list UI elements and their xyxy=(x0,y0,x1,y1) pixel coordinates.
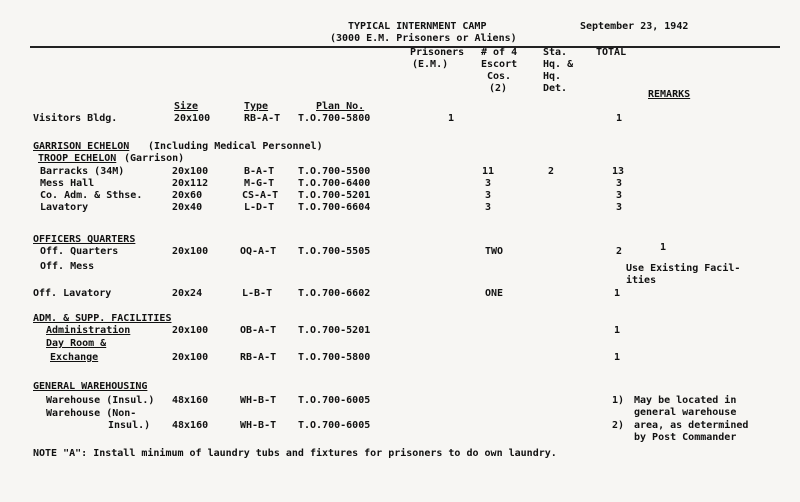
wh2-remark-3: area, as determined xyxy=(634,420,749,431)
col-plan: Plan No. xyxy=(316,101,365,112)
wh2-size: 48x160 xyxy=(172,420,209,431)
offlav-name: Off. Lavatory xyxy=(33,288,112,299)
wh1-remark-1: May be located in xyxy=(634,395,737,406)
col-prisoners: Prisoners xyxy=(410,47,465,58)
lavatory-escort: 3 xyxy=(485,202,492,213)
footnote: NOTE "A": Install minimum of laundry tubs and fixtures for prisoners to do own laundry. xyxy=(33,448,557,459)
troop-heading-note: (Garrison) xyxy=(124,153,185,164)
offlav-plan: T.O.700-6602 xyxy=(298,288,371,299)
offlav-escort: ONE xyxy=(485,288,504,299)
coadm-total: 3 xyxy=(616,190,623,201)
col-hq-4: Det. xyxy=(543,83,568,94)
offmess-remark-2: ities xyxy=(626,275,657,286)
wh1-plan: T.O.700-6005 xyxy=(298,395,371,406)
offq-plan: T.O.700-5505 xyxy=(298,246,371,257)
coadm-escort: 3 xyxy=(485,190,492,201)
dayroom-name-2: Exchange xyxy=(50,352,99,363)
coadm-type: CS-A-T xyxy=(242,190,279,201)
dayroom-name-1: Day Room & xyxy=(46,338,107,349)
coadm-size: 20x60 xyxy=(172,190,203,201)
lavatory-total: 3 xyxy=(616,202,623,213)
dayroom-total: 1 xyxy=(614,352,621,363)
coadm-plan: T.O.700-5201 xyxy=(298,190,371,201)
wh2-name-1: Warehouse (Non- xyxy=(46,408,137,419)
offq-total: 2 xyxy=(616,246,623,257)
visitors-size: 20x100 xyxy=(174,113,211,124)
col-hq-3: Hq. xyxy=(543,71,562,82)
col-remarks: REMARKS xyxy=(648,89,691,100)
document-date: September 23, 1942 xyxy=(580,21,689,32)
col-type: Type xyxy=(244,101,269,112)
col-escort-3: Cos. xyxy=(487,71,512,82)
wh2-remark-4: by Post Commander xyxy=(634,432,737,443)
garrison-heading-note: (Including Medical Personnel) xyxy=(148,141,323,152)
barracks-plan: T.O.700-5500 xyxy=(298,166,371,177)
barracks-hq: 2 xyxy=(548,166,555,177)
offmess-name: Off. Mess xyxy=(40,261,95,272)
dayroom-type: RB-A-T xyxy=(240,352,277,363)
offlav-total: 1 xyxy=(614,288,621,299)
offlav-size: 20x24 xyxy=(172,288,203,299)
messhall-size: 20x112 xyxy=(172,178,209,189)
col-size: Size xyxy=(174,101,199,112)
wh1-name: Warehouse (Insul.) xyxy=(46,395,155,406)
wh2-plan: T.O.700-6005 xyxy=(298,420,371,431)
messhall-type: M-G-T xyxy=(244,178,275,189)
col-escort-2: Escort xyxy=(481,59,518,70)
col-hq-1: Sta. xyxy=(543,47,568,58)
offq-size: 20x100 xyxy=(172,246,209,257)
adm-heading: ADM. & SUPP. FACILITIES xyxy=(33,313,172,324)
col-hq-2: Hq. & xyxy=(543,59,574,70)
warehousing-heading: GENERAL WAREHOUSING xyxy=(33,381,148,392)
wh1-size: 48x160 xyxy=(172,395,209,406)
wh1-remark-2: general warehouse xyxy=(634,407,737,418)
administration-name: Administration xyxy=(46,325,131,336)
col-total: TOTAL xyxy=(596,47,627,58)
administration-plan: T.O.700-5201 xyxy=(298,325,371,336)
dayroom-plan: T.O.700-5800 xyxy=(298,352,371,363)
lavatory-size: 20x40 xyxy=(172,202,203,213)
garrison-heading: GARRISON ECHELON xyxy=(33,141,130,152)
offq-name: Off. Quarters xyxy=(40,246,119,257)
dayroom-size: 20x100 xyxy=(172,352,209,363)
wh2-total: 2) xyxy=(612,420,625,431)
lavatory-type: L-D-T xyxy=(244,202,275,213)
offq-remark: 1 xyxy=(660,242,667,253)
visitors-plan: T.O.700-5800 xyxy=(298,113,371,124)
barracks-type: B-A-T xyxy=(244,166,275,177)
document-subtitle: (3000 E.M. Prisoners or Aliens) xyxy=(330,33,517,44)
troop-heading: TROOP ECHELON xyxy=(38,153,117,164)
wh1-total: 1) xyxy=(612,395,625,406)
offq-type: OQ-A-T xyxy=(240,246,277,257)
col-prisoners-sub: (E.M.) xyxy=(412,59,449,70)
col-escort-4: (2) xyxy=(489,83,508,94)
offlav-type: L-B-T xyxy=(242,288,273,299)
messhall-name: Mess Hall xyxy=(40,178,95,189)
col-escort-1: # of 4 xyxy=(481,47,518,58)
visitors-total: 1 xyxy=(616,113,623,124)
document-title: TYPICAL INTERNMENT CAMP xyxy=(348,21,487,32)
wh2-name-2: Insul.) xyxy=(108,420,151,431)
header-rule xyxy=(30,46,780,48)
administration-total: 1 xyxy=(614,325,621,336)
barracks-size: 20x100 xyxy=(172,166,209,177)
visitors-type: RB-A-T xyxy=(244,113,281,124)
messhall-plan: T.O.700-6400 xyxy=(298,178,371,189)
barracks-name: Barracks (34M) xyxy=(40,166,125,177)
visitors-prisoners: 1 xyxy=(448,113,455,124)
wh2-type: WH-B-T xyxy=(240,420,277,431)
wh1-type: WH-B-T xyxy=(240,395,277,406)
administration-type: OB-A-T xyxy=(240,325,277,336)
barracks-escort: 11 xyxy=(482,166,495,177)
barracks-total: 13 xyxy=(612,166,625,177)
offq-escort: TWO xyxy=(485,246,504,257)
lavatory-name: Lavatory xyxy=(40,202,89,213)
messhall-total: 3 xyxy=(616,178,623,189)
offmess-remark-1: Use Existing Facil- xyxy=(626,263,741,274)
messhall-escort: 3 xyxy=(485,178,492,189)
coadm-name: Co. Adm. & Sthse. xyxy=(40,190,143,201)
lavatory-plan: T.O.700-6604 xyxy=(298,202,371,213)
administration-size: 20x100 xyxy=(172,325,209,336)
officers-heading: OFFICERS QUARTERS xyxy=(33,234,136,245)
visitors-name: Visitors Bldg. xyxy=(33,113,118,124)
